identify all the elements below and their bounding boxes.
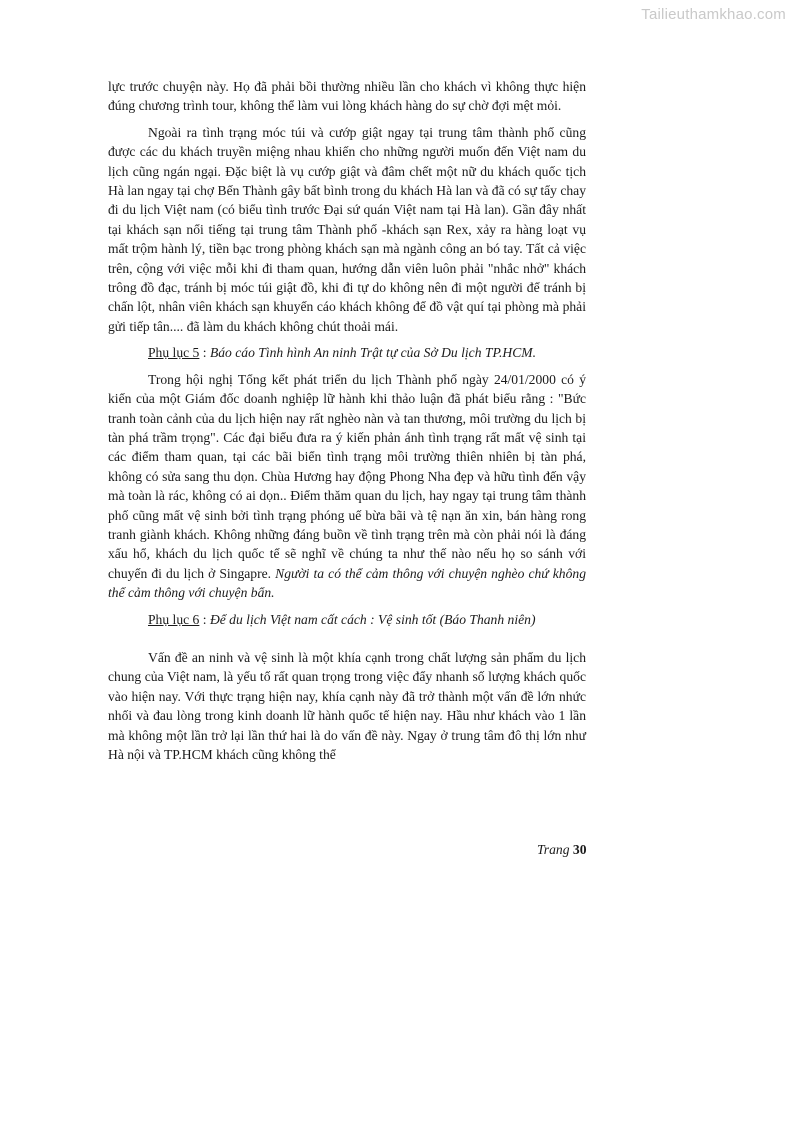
paragraph-hygiene-text: Trong hội nghị Tổng kết phát triển du lịch Thành phố ngày 24/01/2000 có ý kiến của một Giám đốc doanh nghiệp lữ hành khi thảo luận đã phát biểu rằng : "Bức tranh toàn cảnh của du lịch hiện nay rất nghèo nàn và tan thương, môi trường du lịch bị tàn phá trầm trọng". Các đại biểu đưa ra ý kiến phản ánh tình trạng rất mất vệ sinh tại các điểm tham quan, tại các bãi biển tình trạng môi trường thiên nhiên bị tàn phá, không có sửa sang thu dọn. Chùa Hương hay động Phong Nha đẹp và hữu tình đến vậy mà toàn là rác, không có ai dọn.. Điểm thăm quan du lịch, hay ngay tại trung tâm thành phố cũng mất vệ sinh bởi tình trạng phóng uế bừa bãi và tệ nạn ăn xin, bán hàng rong tranh giành khách. Không những đáng buồn về tình trạng trên mà còn phải nói là đáng xấu hổ, khách du lịch quốc tế sẽ nghĩ về chúng ta như thế nào nếu họ so sánh với chuyến đi du lịch ở Singapre. — [108, 371, 586, 581]
appendix-5-title: Báo cáo Tình hình An ninh Trật tự của Sở Du lịch TP.HCM. — [209, 345, 537, 361]
paragraph-security-hygiene: Vấn đề an ninh và vệ sinh là một khía cạnh trong chất lượng sản phẩm du lịch chung của Việt nam, là yếu tố rất quan trọng trong việc đẩy nhanh số lượng khách quốc vào hiện nay. Với thực trạng hiện nay, khía cạnh này đã trở thành một vấn đề lớn nhức nhối và đau lòng trong kinh doanh lữ hành quốc tế hiện nay. Hầu như khách vào 1 lần mà không một lần trở lại lần thứ hai là do vấn đề này. Ngay ở trung tâm đô thị lớn như Hà nội và TP.HCM khách cũng không thể — [108, 649, 586, 762]
appendix-5-separator: : — [199, 345, 210, 361]
document-body — [108, 77, 586, 771]
page-label: Trang — [537, 842, 573, 857]
paragraph-hygiene-quote: Người ta có thể cảm thông với chuyện nghèo chứ không thể cảm thông với chuyện bẩn. — [108, 565, 586, 601]
page-footer — [537, 842, 586, 858]
paragraph-security: Ngoài ra tình trạng móc túi và cướp giật ngay tại trung tâm thành phố cũng được các du khách truyền miệng nhau khiến cho những người muốn đến Việt nam du lịch cũng ngán ngại. Đặc biệt là vụ cướp giật và đâm chết một nữ du khách quốc tịch Hà lan ngay tại chợ Bến Thành gây bất bình trong du khách Hà lan và đã có sự tẩy chay đi du lịch Việt nam (có biểu tình trước Đại sứ quán Việt nam tại Hà lan). Gần đây nhất tại khách sạn nổi tiếng tại trung tâm Thành phố -khách sạn Rex, xảy ra hàng loạt vụ mất trộm hành lý, tiền bạc trong phòng khách sạn mà ngành công an bó tay. Tất cả việc trên, cộng với việc mỗi khi đi tham quan, hướng dẫn viên luôn phải "nhắc nhở" khách trông đồ đạc, tránh bị móc túi giật đồ, khi đi tự do không nên đi một người để tránh bị chấn lột, nhân viên khách sạn khuyến cáo khách không để đồ vật quí tại phòng mà phải gửi tiếp tân.... đã làm du khách không chút thoải mái. — [108, 124, 586, 334]
appendix-5-label: Phụ lục 5 — [148, 345, 200, 361]
paragraph-continuation: lực trước chuyện này. Họ đã phải bồi thường nhiều lần cho khách vì không thực hiện đúng chương trình tour, không thể làm vui lòng khách hàng do sự chờ đợi mệt mỏi. — [108, 79, 586, 114]
page-number: 30 — [572, 842, 587, 857]
appendix-6-label: Phụ lục 6 — [148, 611, 200, 627]
appendix-6-separator: : — [199, 611, 210, 627]
appendix-6-heading — [108, 610, 586, 629]
appendix-6-title: Để du lịch Việt nam cất cách : Vệ sinh tốt (Báo Thanh niên) — [209, 611, 536, 627]
appendix-5-heading — [108, 343, 586, 362]
paragraph-hygiene-conference — [108, 370, 586, 603]
watermark: Tailieuthamkhao.com — [641, 6, 786, 23]
